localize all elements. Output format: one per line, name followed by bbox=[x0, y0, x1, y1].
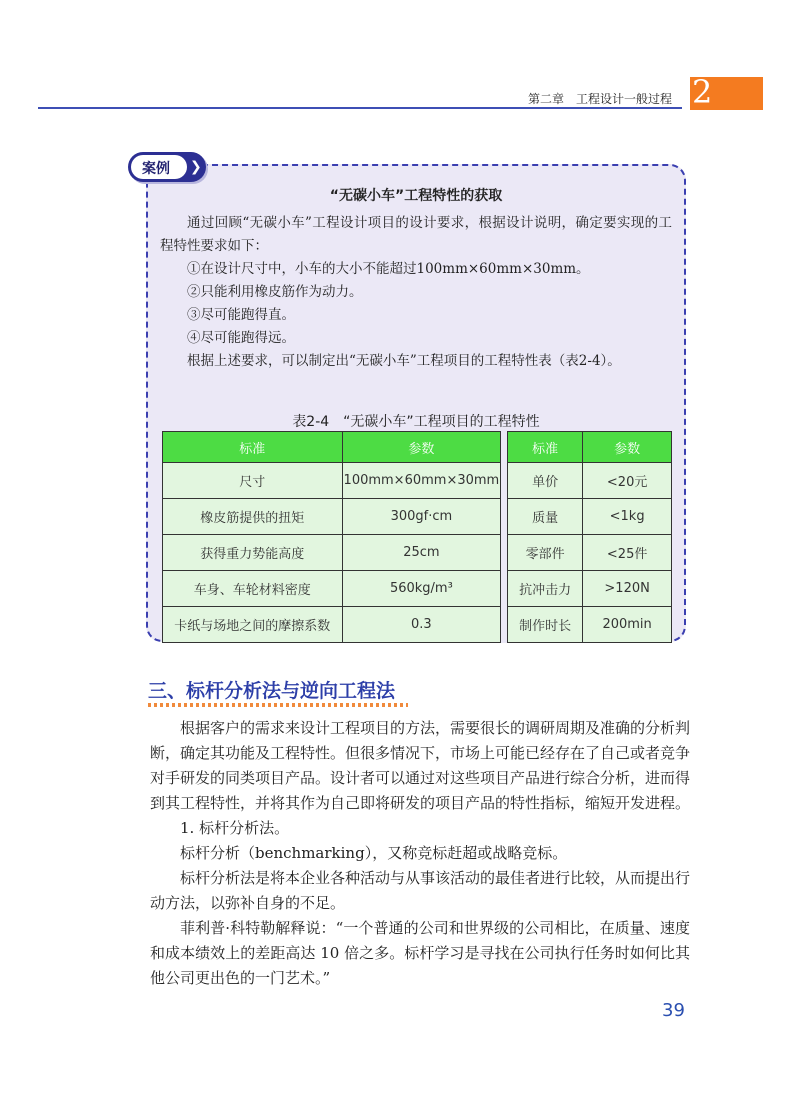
case-item: ③尽可能跑得直。 bbox=[187, 307, 295, 323]
table-gap bbox=[501, 499, 508, 535]
table-cell: <1kg bbox=[583, 499, 672, 535]
table-row bbox=[163, 463, 672, 499]
table-gap bbox=[501, 463, 508, 499]
paragraph: 标杆分析法是将本企业各种活动与从事该活动的最佳者进行比较，从而提出行动方法，以弥补自身的不足。 bbox=[150, 869, 691, 912]
chapter-number: 2 bbox=[692, 73, 713, 111]
case-title: “无碳小车”工程特性的获取 bbox=[329, 188, 503, 204]
table-cell: 零部件 bbox=[507, 535, 582, 571]
page-number: 39 bbox=[662, 1000, 685, 1021]
case-tag bbox=[128, 152, 208, 184]
table-cell: 单价 bbox=[507, 463, 582, 499]
table-gap bbox=[501, 607, 508, 643]
case-item: ①在设计尺寸中，小车的大小不能超过100mm×60mm×30mm。 bbox=[187, 261, 590, 277]
table-cell: <25件 bbox=[583, 535, 672, 571]
table-cell: 100mm×60mm×30mm bbox=[342, 463, 501, 499]
table-cell: 制作时长 bbox=[507, 607, 582, 643]
paragraph: 1. 标杆分析法。 bbox=[180, 819, 290, 837]
table-row bbox=[163, 535, 672, 571]
table-cell: <20元 bbox=[583, 463, 672, 499]
table-gap bbox=[501, 535, 508, 571]
paragraph: 菲利普·科特勒解释说：“一个普通的公司和世界级的公司相比，在质量、速度和成本绩效上的差距高达 10 倍之多。标杆学习是寻找在公司执行任务时如何比其他公司更出色的一门艺术。” bbox=[150, 919, 690, 987]
table-cell: 25cm bbox=[342, 535, 501, 571]
section-title: 三、标杆分析法与逆向工程法 bbox=[148, 680, 396, 702]
table-header-row bbox=[163, 432, 672, 463]
case-item: ②只能利用橡皮筋作为动力。 bbox=[187, 284, 363, 300]
table-cell: 车身、车轮材料密度 bbox=[163, 571, 343, 607]
table-cell: 卡纸与场地之间的摩擦系数 bbox=[163, 607, 343, 643]
table-cell: 橡皮筋提供的扭矩 bbox=[163, 499, 343, 535]
table-cell: 质量 bbox=[507, 499, 582, 535]
table-row bbox=[163, 607, 672, 643]
section-title-underline bbox=[148, 703, 408, 707]
table-caption: 表2-4 “无碳小车”工程项目的工程特性 bbox=[292, 414, 540, 430]
case-tag-label: 案例 bbox=[142, 161, 170, 177]
table-cell: 0.3 bbox=[342, 607, 501, 643]
table-cell: 200min bbox=[583, 607, 672, 643]
paragraph: 标杆分析（benchmarking），又称竞标赶超或战略竞标。 bbox=[180, 844, 568, 862]
table-cell: 抗冲击力 bbox=[507, 571, 582, 607]
table-cell: 560kg/m³ bbox=[342, 571, 501, 607]
section-body bbox=[150, 716, 690, 991]
column-header: 参数 bbox=[342, 432, 501, 463]
paragraph: 根据客户的需求来设计工程项目的方法，需要很长的调研周期及准确的分析判断，确定其功能及工程特性。但很多情况下，市场上可能已经存在了自己或者竞争对手研发的同类项目产品。设计者可以通过对这些项目产品进行综合分析，进而得到其工程特性，并将其作为自己即将研发的项目产品的特性指标，缩短开发进程。 bbox=[150, 719, 691, 812]
table-cell: 300gf·cm bbox=[342, 499, 501, 535]
chevron-right-icon: ❯ bbox=[190, 159, 202, 175]
case-intro: 通过回顾“无碳小车”工程设计项目的设计要求，根据设计说明，确定要实现的工程特性要求如下： bbox=[160, 215, 672, 254]
table-cell: >120N bbox=[583, 571, 672, 607]
column-header: 参数 bbox=[583, 432, 672, 463]
case-item: ④尽可能跑得远。 bbox=[187, 330, 295, 346]
table-gap bbox=[501, 571, 508, 607]
table-row bbox=[163, 499, 672, 535]
running-header: 第二章 工程设计一般过程 bbox=[527, 92, 672, 106]
spec-table bbox=[162, 431, 672, 643]
table-gap bbox=[501, 432, 508, 463]
case-body bbox=[160, 212, 672, 373]
table-cell: 尺寸 bbox=[163, 463, 343, 499]
case-conclusion: 根据上述要求，可以制定出“无碳小车”工程项目的工程特性表（表2-4）。 bbox=[187, 353, 621, 369]
table-cell: 获得重力势能高度 bbox=[163, 535, 343, 571]
column-header: 标准 bbox=[163, 432, 343, 463]
column-header: 标准 bbox=[507, 432, 582, 463]
table-row bbox=[163, 571, 672, 607]
header-rule bbox=[38, 107, 682, 109]
